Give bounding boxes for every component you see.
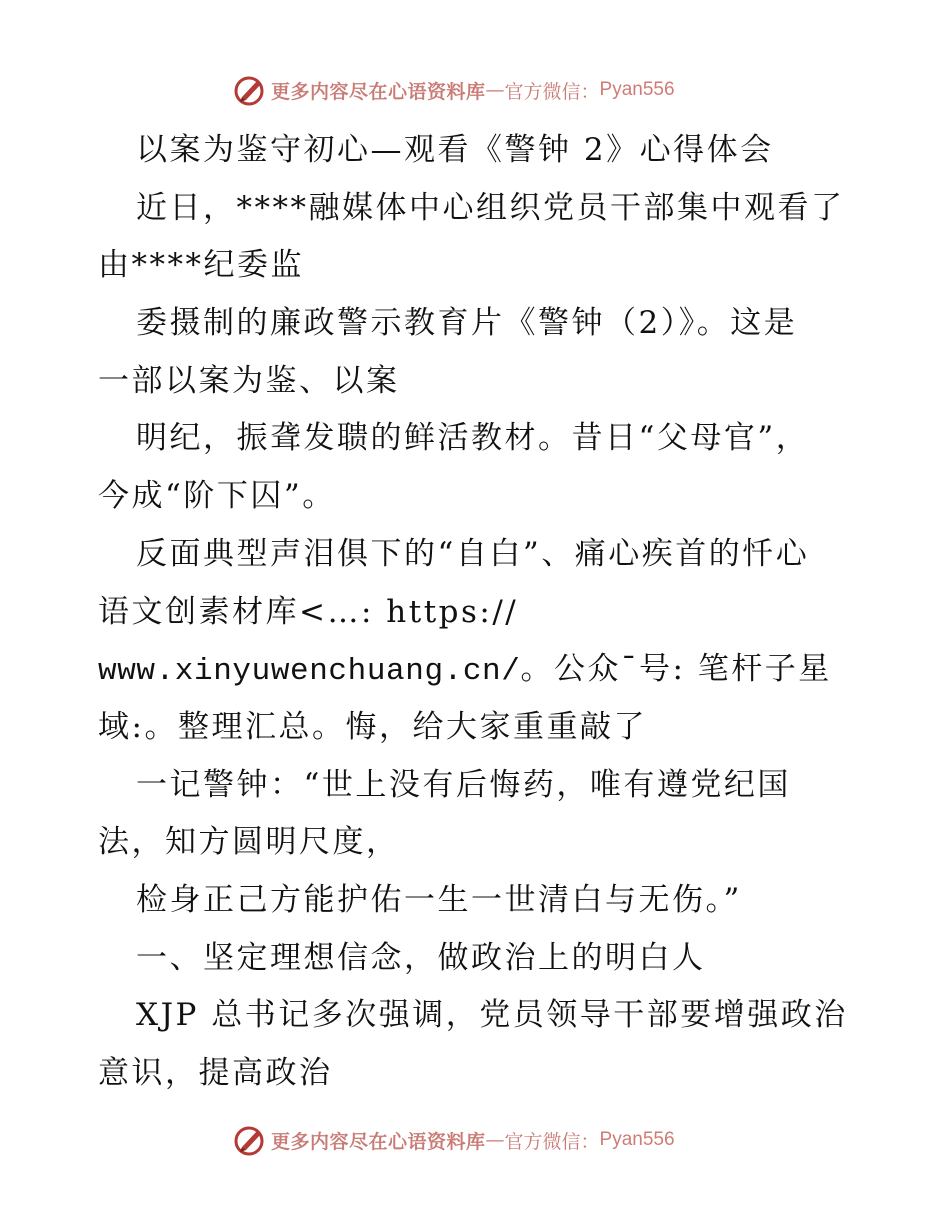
watermark-title: 更多内容尽在心语资料库: [271, 1130, 486, 1153]
pen-logo-icon: [233, 73, 267, 107]
watermark-wechat-id: Pyan556: [599, 79, 675, 100]
paragraph-line: 明纪，振聋发聩的鲜活教材。昔日“父母官”，: [136, 420, 810, 457]
paragraph-line: 域:。整理汇总。悔，给大家重重敲了: [98, 708, 647, 745]
paragraph-line: 委摄制的廉政警示教育片《警钟（2）》。这是: [136, 305, 798, 342]
paragraph-line: 近日，****融媒体中心组织党员干部集中观看了: [136, 189, 845, 226]
document-title: 以案为鉴守初心—观看《警钟 2》心得体会: [136, 132, 774, 168]
paragraph-line: 反面典型声泪俱下的“自白”、痛心疾首的忏心: [136, 535, 810, 572]
watermark-title: 更多内容尽在心语资料库: [271, 80, 486, 103]
paragraph-line: 法，知方圆明尺度，: [98, 824, 400, 861]
paragraph-line: 意识，提高政治: [98, 1055, 333, 1091]
watermark-official-label: 官方微信：: [504, 80, 600, 103]
paragraph-line: 一记警钟：“世上没有后悔药，唯有遵党纪国: [136, 766, 791, 803]
section-heading: 一、坚定理想信念，做政治上的明白人: [136, 939, 706, 976]
watermark-dash: —: [485, 79, 505, 101]
website-url: www.xinyuwenchuang.cn/: [98, 654, 521, 690]
paragraph-line: 由****纪委监: [98, 247, 304, 284]
pen-logo-icon: [233, 1123, 267, 1157]
paragraph-line: 一部以案为鉴、以案: [98, 362, 400, 399]
header-watermark: [233, 72, 675, 108]
paragraph-line: 检身正己方能护佑一生一世清白与无伤。”: [136, 881, 742, 918]
url-suffix-text: 。公众¯号: 笔杆子星: [520, 651, 832, 688]
paragraph-line: 语文创素材库<…: https://: [98, 593, 519, 630]
watermark-dash: —: [485, 1129, 505, 1151]
watermark-official-label: 官方微信：: [504, 1130, 600, 1153]
paragraph-line-url: [98, 641, 858, 699]
document-body: [98, 122, 858, 1103]
paragraph-line: XJP 总书记多次强调，党员领导干部要增强政治: [136, 997, 848, 1034]
watermark-wechat-id: Pyan556: [599, 1129, 675, 1150]
footer-watermark: [233, 1122, 675, 1158]
paragraph-line: 今成“阶下囚”。: [98, 478, 336, 515]
